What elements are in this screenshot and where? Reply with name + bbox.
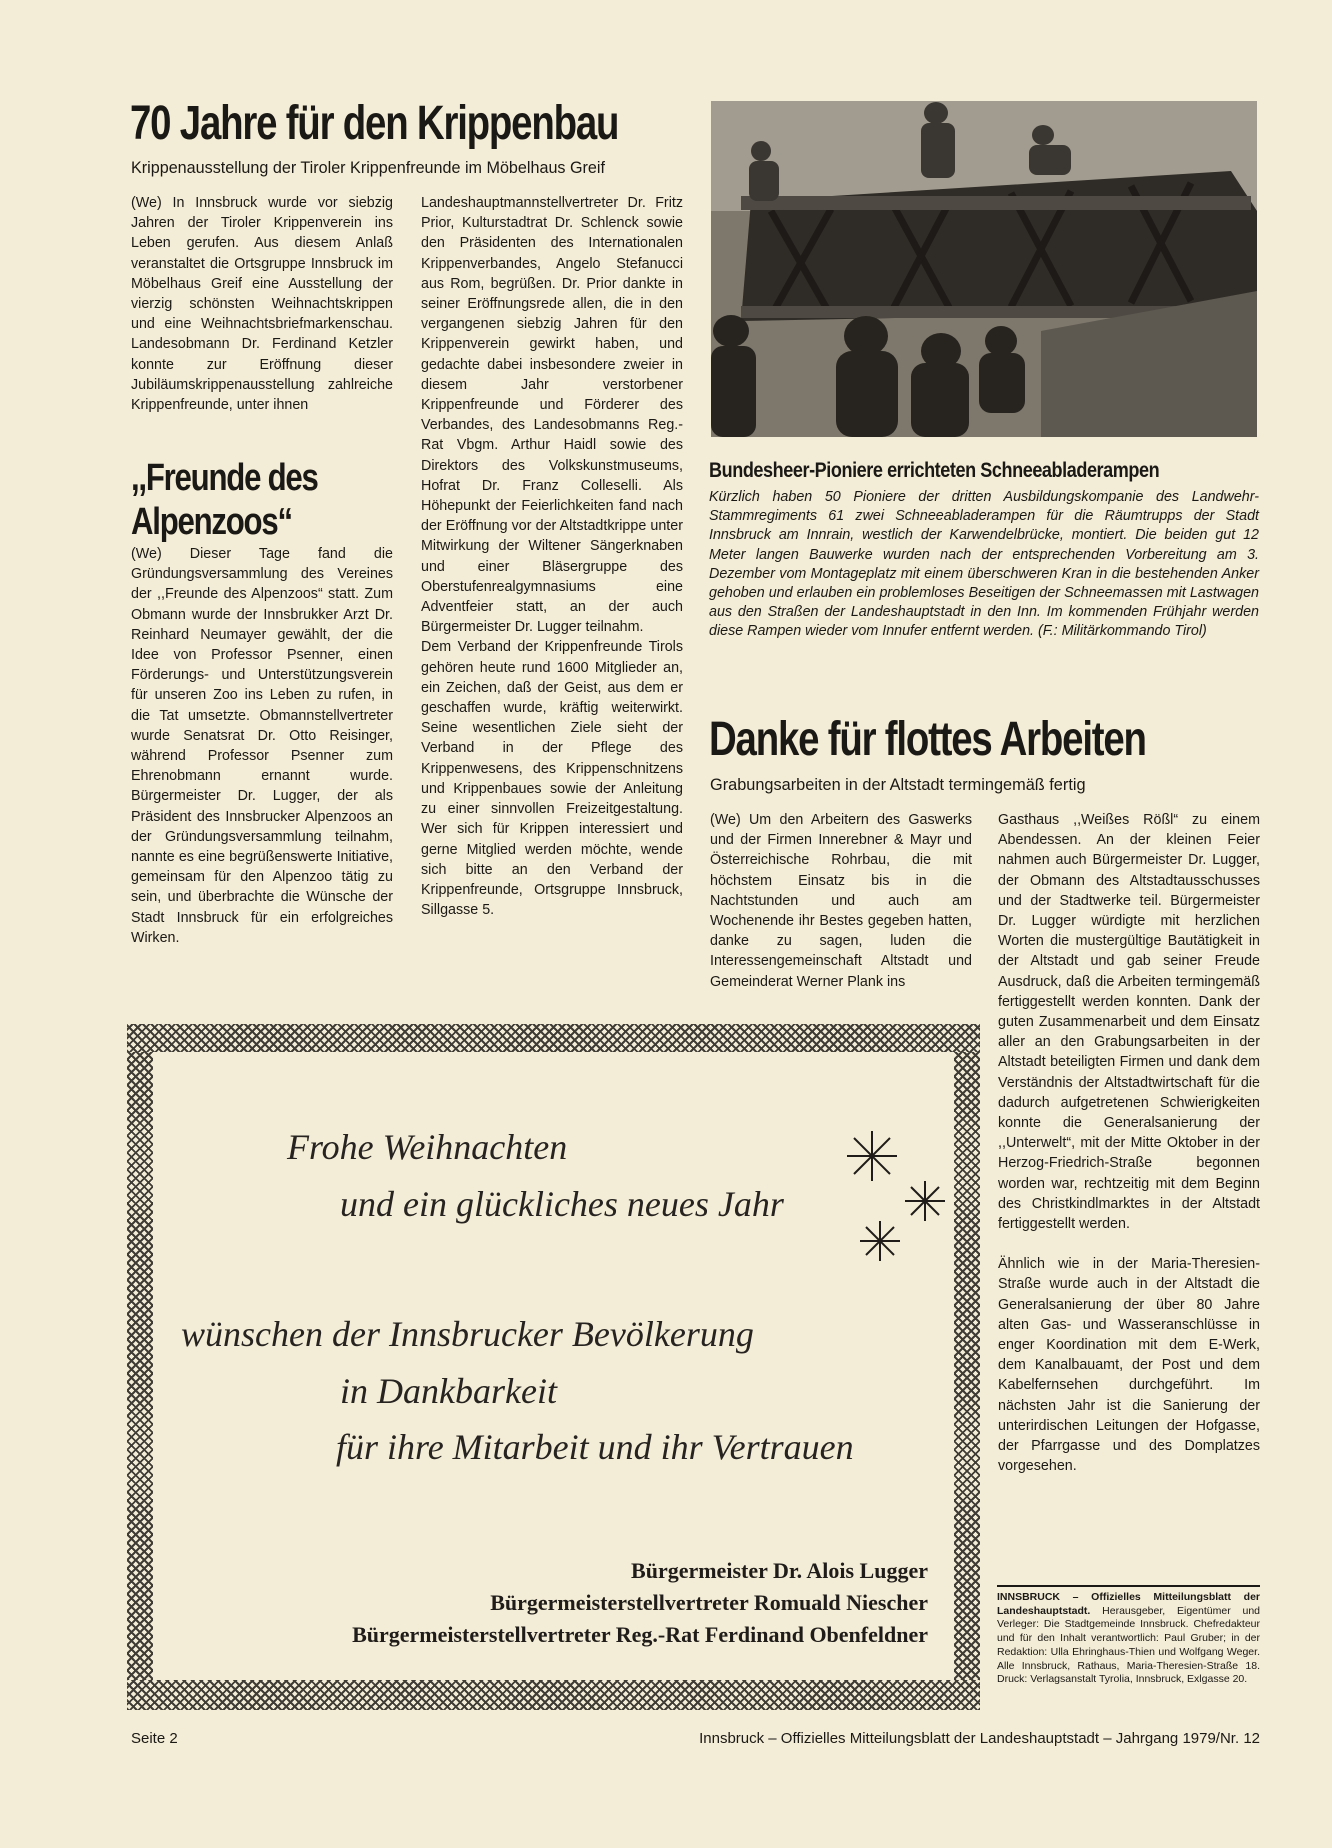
article3-headline: Danke für flottes Arbeiten	[709, 713, 1146, 766]
article1-col1-text: (We) In Innsbruck wurde vor siebzig Jahren der Tiroler Krippenverein ins Leben gerufen. Aus diesem Anlaß veranstaltet die Ortsgruppe Innsbruck im Möbelhaus Greif eine Ausstellung der vierzig schönsten Weihnachtskrippen und eine Weihnachtsbriefmarkenschau. Landesobmann Dr. Ferdinand Ketzler konnte zur Eröffnung dieser Jubiläumskrippenausstellung zahlreiche Krippenfreunde, unter ihnen	[131, 195, 393, 414]
photo-caption-body	[709, 488, 1259, 642]
photo-caption-text: Kürzlich haben 50 Pioniere der dritten Ausbildungskompanie des Landwehr-Stammregiments 61 zwei Schneeabladerampen für die Räumtrupps der Stadt Innsbruck am Innrain, westlich der Karwendelbrücke, montiert. Die beiden gut 12 Meter langen Bauwerke wurden nach der entsprechenden Vorbereitung am 3. Dezember vom Montageplatz mit einem überschweren Kran in die bestehenden Anker gehoben und erlauben ein problemloses Beseitigen der Schneemassen mit Lastwagen aus den Straßen der Landeshauptstadt in den Inn. Im kommenden Frühjahr werden diese Rampen wieder vom Innufer entfernt werden. (F.: Militärkommando Tirol)	[709, 489, 1259, 640]
article3-column1	[710, 810, 972, 992]
asterisk-star-icon	[847, 1131, 897, 1181]
news-photo-bridge-construction	[711, 101, 1257, 437]
ornamental-border-bottom	[127, 1680, 980, 1710]
article1-col2-paragraph1: Landeshauptmannstellvertreter Dr. Fritz Prior, Kulturstadtrat Dr. Schlenck sowie den Präsidenten des Internationalen Krippenverbandes, Angelo Stefanucci aus Rom, begrüßen. Dr. Prior dankte in seiner Eröffnungsrede allen, die in den vergangenen siebzig Jahren für den Krippenverein gewirkt haben, und gedachte dabei insbesondere zweier in diesem Jahr verstorbener Krippenfreunde und Förderer des Verbandes, des Landesobmanns Reg.-Rat Vbgm. Arthur Haidl sowie des Direktors des Volkskunstmuseums, Hofrat Dr. Franz Colleselli. Als Höhepunkt der Feierlichkeiten fand nach der Eröffnung vor der Altstadtkrippe unter Mitwirkung der Wiltener Sängerknaben und einer Bläsergruppe des Oberstufenrealgymnasiums eine Adventfeier statt, an der auch Bürgermeister Dr. Lugger teilnahm.	[421, 195, 683, 636]
imprint-title: INNSBRUCK – Offizielles Mitteilungsblatt der Landeshauptstadt.	[997, 1591, 1260, 1617]
article1-column2	[421, 193, 683, 920]
footer-publication: Innsbruck – Offizielles Mitteilungsblatt der Landeshauptstadt – Jahrgang 1979/Nr. 12	[699, 1730, 1260, 1747]
article1-subheadline: Krippenausstellung der Tiroler Krippenfreunde im Möbelhaus Greif	[131, 158, 605, 177]
imprint-text: Herausgeber, Eigentümer und Verleger: Die Stadtgemeinde Innsbruck. Chefredakteur und für den Inhalt verantwortlich: Paul Gruber; in der Redaktion: Ulla Ehringhaus-Thien und Wolfgang Weger. Alle Innsbruck, Rathaus, Maria-Theresien-Straße 18. Druck: Verlagsanstalt Tyrolia, Innsbruck, Exlgasse 20.	[997, 1604, 1261, 1686]
article2-headline	[131, 456, 359, 544]
article3-col1-text: (We) Um den Arbeitern des Gaswerks und der Firmen Innerebner & Mayr und Österreichische Rohrbau, die mit höchstem Einsatz bis in die Nachtstunden und auch am Wochenende ihr Bestes gegeben hatten, danke zu sagen, luden die Interessengemeinschaft Altstadt und Gemeinderat Werner Plank ins	[710, 812, 972, 990]
imprint-rule	[997, 1585, 1260, 1587]
ornamental-border-left	[127, 1052, 153, 1680]
article2-body-text: (We) Dieser Tage fand die Gründungsversammlung des Vereines der ,,Freunde des Alpenzoos“ statt. Zum Obmann wurde der Innsbrukker Arzt Dr. Reinhard Neumayer gewählt, der die Idee von Professor Psenner, einen Förderungs- und Unterstützungsverein für unseren Zoo ins Leben zu rufen, in die Tat umsetzte. Obmannstellvertreter wurde Senatsrat Dr. Otto Reisinger, während Professor Psenner zum Ehrenobmann ernannt wurde. Bürgermeister Dr. Lugger, der als Präsident des Innsbrucker Alpenzoos an der Gründungsversammlung teilnahm, nannte es eine begrüßenswerte Initiative, gemeinsam für den Alpenzoo tätig zu sein, und überbrachte die Wünsche der Stadt Innsbruck für ein erfolgreiches Wirken.	[131, 546, 393, 946]
article3-col2-paragraph2: Ähnlich wie in der Maria-Theresien-Straße wurde auch in der Altstadt die Generalsanierung der über 80 Jahre alten Gas- und Wasseranschlüsse in enger Koordination mit dem E-Werk, dem Kanalbauamt, der Post und dem Kabelfernsehen durchgeführt. Im nächsten Jahr ist die Sanierung der unterirdischen Leitungen der Hofgasse, der Pfarrgasse und des Domplatzes vorgesehen.	[998, 1256, 1260, 1475]
greeting-line2: und ein glückliches neues Jahr	[340, 1184, 784, 1224]
article3-subheadline: Grabungsarbeiten in der Altstadt termingemäß fertig	[710, 775, 1086, 794]
greeting-line3: wünschen der Innsbrucker Bevölkerung	[181, 1314, 754, 1354]
ornamental-border-top	[127, 1024, 980, 1052]
photo-caption-title: Bundesheer-Pioniere errichteten Schneeabladerampen	[709, 459, 1160, 482]
greeting-signatures	[352, 1555, 928, 1651]
article2-headline-line2: Alpenzoos“	[131, 501, 292, 543]
article2-headline-line1: ,,Freunde des	[131, 457, 318, 499]
stars-decoration	[840, 1126, 950, 1266]
photo-illustration	[711, 101, 1257, 437]
imprint	[997, 1591, 1260, 1687]
article3-col2-paragraph1: Gasthaus ,,Weißes Rößl“ zu einem Abendessen. An der kleinen Feier nahmen auch Bürgermeister Dr. Lugger, der Obmann des Altstadtausschusses und der Stadtwerke teil. Bürgermeister Dr. Lugger würdigte mit herzlichen Worten die mustergültige Bautätigkeit in der Altstadt und gab seiner Freude Ausdruck, daß die Arbeiten termingemäß fertiggestellt werden konnten. Dank der guten Zusammenarbeit und dem Einsatz aller an den Grabungsarbeiten in der Altstadt beteiligten Firmen und dank dem Verständnis der Altstadtwirtschaft für die dadurch aufgetretenen Schwierigkeiten konnte die Generalsanierung der ,,Unterwelt“, mit der Mitte Oktober in der Herzog-Friedrich-Straße begonnen worden war, rechtzeitig mit dem Beginn des Christkindlmarktes in der Altstadt fertiggestellt werden.	[998, 812, 1260, 1233]
asterisk-star-icon	[905, 1181, 945, 1221]
article1-headline: 70 Jahre für den Krippenbau	[130, 97, 619, 150]
signature-mayor: Bürgermeister Dr. Alois Lugger	[631, 1558, 928, 1583]
article1-column1	[131, 193, 393, 415]
ornamental-border-right	[954, 1052, 980, 1680]
greeting-line1: Frohe Weihnachten	[287, 1127, 568, 1167]
article3-column2	[998, 810, 1260, 1477]
article1-col2-paragraph2: Dem Verband der Krippenfreunde Tirols gehören heute rund 1600 Mitglieder an, ein Zeichen, daß der Geist, aus dem er geschaffen wurde, kräftig weiterwirkt. Seine wesentlichen Ziele sieht der Verband in der Pflege des Krippenwesens, des Krippenschnitzens und Krippenbaues sowie der Anleitung zu einer sinnvollen Freizeitgestaltung. Wer sich für Krippen interessiert und gerne Mitglied werden möchte, wende sich bitte an den Verband der Krippenfreunde, Ortsgruppe Innsbruck, Sillgasse 5.	[421, 639, 683, 919]
signature-deputy-1: Bürgermeisterstellvertreter Romuald Niescher	[490, 1590, 928, 1615]
signature-deputy-2: Bürgermeisterstellvertreter Reg.-Rat Ferdinand Obenfeldner	[352, 1622, 928, 1647]
footer-page-number: Seite 2	[131, 1730, 178, 1747]
asterisk-star-icon	[860, 1221, 900, 1261]
greeting-line5: für ihre Mitarbeit und ihr Vertrauen	[336, 1427, 854, 1467]
greeting-line4: in Dankbarkeit	[340, 1371, 557, 1411]
article2-body	[131, 544, 393, 948]
